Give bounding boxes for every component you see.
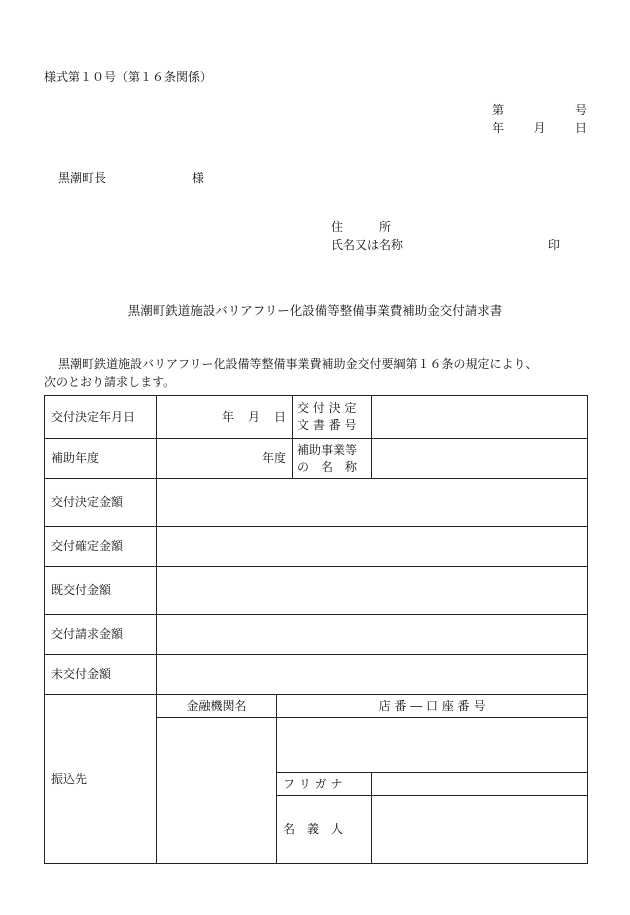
decision-date-month: 月 bbox=[247, 409, 260, 424]
addressee-honorific: 様 bbox=[192, 171, 205, 185]
confirmed-amount-field[interactable] bbox=[157, 527, 588, 567]
bank-name-label: 金融機関名 bbox=[157, 695, 277, 718]
table-row bbox=[45, 479, 588, 527]
decision-doc-number-label-line1: 交 付 決 定 bbox=[297, 401, 357, 416]
table-row bbox=[45, 396, 588, 439]
fiscal-year-field[interactable] bbox=[157, 439, 293, 479]
decision-date-label: 交付決定年月日 bbox=[45, 396, 157, 439]
bank-name-field[interactable] bbox=[157, 718, 277, 864]
unpaid-amount-label: 未交付金額 bbox=[45, 655, 157, 695]
date-month: 月 bbox=[533, 121, 546, 135]
furigana-field[interactable] bbox=[372, 773, 588, 796]
fiscal-year-unit: 年度 bbox=[262, 451, 287, 466]
table-row bbox=[45, 655, 588, 695]
table-row bbox=[45, 527, 588, 567]
fiscal-year-label: 補助年度 bbox=[45, 439, 157, 479]
holder-label-text: 名 義 人 bbox=[283, 822, 344, 837]
document-number-prefix: 第 bbox=[492, 103, 505, 117]
date-year: 年 bbox=[492, 121, 505, 135]
decision-doc-number-label-line2: 文 書 番 号 bbox=[297, 418, 357, 432]
table-row bbox=[45, 695, 588, 718]
date-day: 日 bbox=[574, 121, 587, 135]
unpaid-amount-field[interactable] bbox=[157, 655, 588, 695]
form-number: 様式第１０号（第１６条関係） bbox=[44, 70, 213, 84]
intro-line-1: 黒潮町鉄道施設バリアフリー化設備等整備事業費補助金交付要綱第１６条の規定により、 bbox=[58, 357, 538, 371]
furigana-label bbox=[277, 773, 372, 796]
furigana-label-text: フ リ ガ ナ bbox=[283, 776, 343, 791]
paid-amount-label: 既交付金額 bbox=[45, 567, 157, 615]
decided-amount-field[interactable] bbox=[157, 479, 588, 527]
decision-date-year: 年 bbox=[221, 409, 234, 424]
confirmed-amount-label: 交付確定金額 bbox=[45, 527, 157, 567]
table-row bbox=[45, 439, 588, 479]
document-date bbox=[492, 119, 587, 136]
project-name-field[interactable] bbox=[372, 439, 588, 479]
account-number-header: 店 番 ― 口 座 番 号 bbox=[277, 695, 588, 718]
decided-amount-label: 交付決定金額 bbox=[45, 479, 157, 527]
paid-amount-field[interactable] bbox=[157, 567, 588, 615]
applicant-address-label: 住 所 bbox=[331, 220, 392, 234]
table-row bbox=[45, 615, 588, 655]
addressee-name: 黒潮町長 bbox=[58, 171, 107, 185]
account-number-field[interactable] bbox=[277, 718, 588, 773]
table-row bbox=[45, 567, 588, 615]
document-number bbox=[492, 101, 587, 118]
project-name-label-line1: 補助事業等 bbox=[297, 442, 358, 457]
decision-date-day: 日 bbox=[274, 409, 287, 424]
intro-line-2: 次のとおり請求します。 bbox=[44, 375, 176, 389]
requested-amount-label: 交付請求金額 bbox=[45, 615, 157, 655]
project-name-label bbox=[293, 439, 372, 479]
applicant-name-label: 氏名又は名称 bbox=[331, 238, 404, 252]
request-table bbox=[44, 395, 588, 864]
decision-date-field[interactable] bbox=[157, 396, 293, 439]
transfer-label: 振込先 bbox=[45, 695, 157, 864]
holder-label bbox=[277, 796, 372, 864]
requested-amount-field[interactable] bbox=[157, 615, 588, 655]
document-title: 黒潮町鉄道施設バリアフリー化設備等整備事業費補助金交付請求書 bbox=[127, 303, 503, 318]
document-number-suffix: 号 bbox=[574, 103, 587, 117]
decision-doc-number-label bbox=[293, 396, 372, 439]
seal-mark: 印 bbox=[548, 238, 561, 252]
decision-doc-number-field[interactable] bbox=[372, 396, 588, 439]
holder-field[interactable] bbox=[372, 796, 588, 864]
project-name-label-line2: の 名 称 bbox=[297, 459, 358, 474]
